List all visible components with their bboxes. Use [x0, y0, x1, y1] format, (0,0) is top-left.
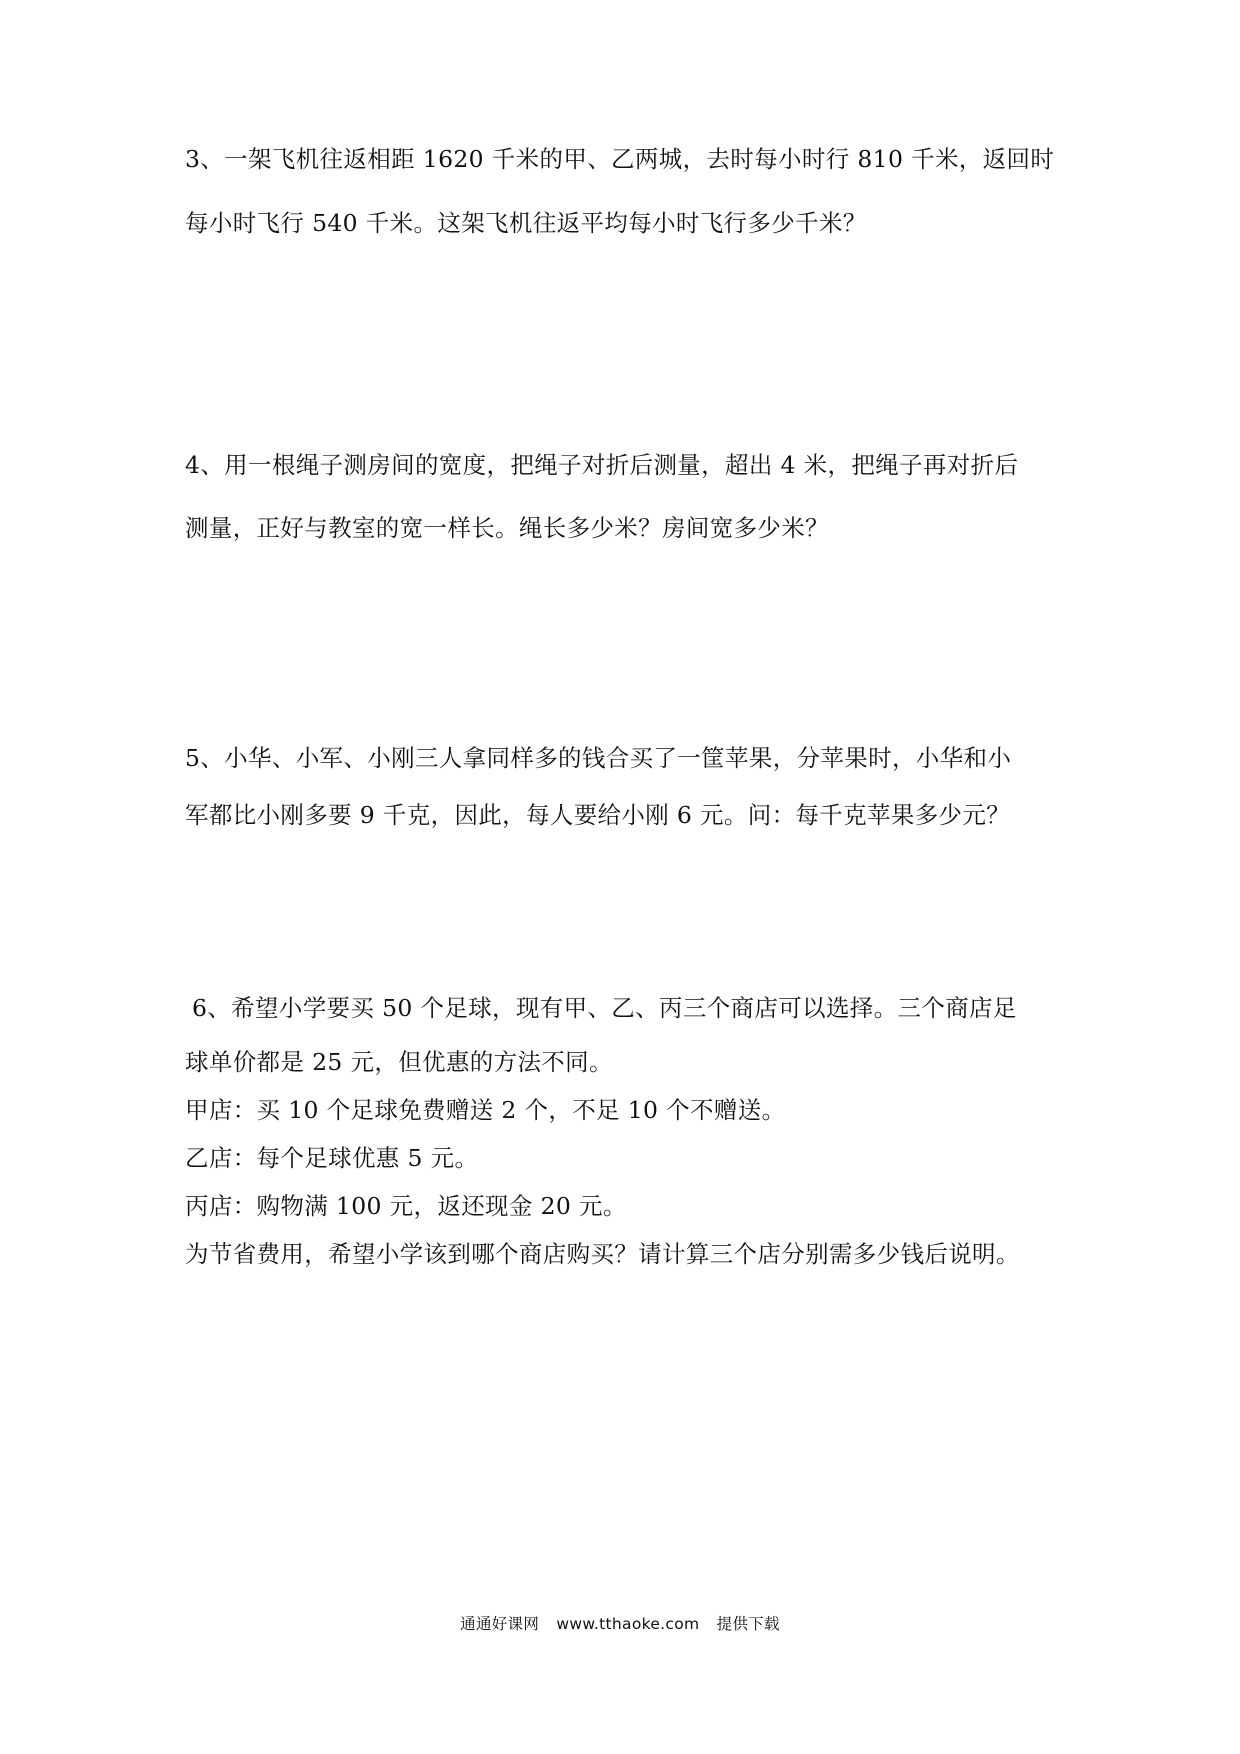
problem-6-line-2: 球单价都是 25 元，但优惠的方法不同。 [185, 1048, 613, 1076]
problem-6-line-1: 6、希望小学要买 50 个足球，现有甲、乙、丙三个商店可以选择。三个商店足 [192, 994, 1017, 1022]
shop-bing-offer: 丙店：购物满 100 元，返还现金 20 元。 [185, 1192, 627, 1220]
page-footer [0, 1612, 1240, 1636]
footer-suffix: 提供下载 [716, 1615, 780, 1633]
problem-5-line-2: 军都比小刚多要 9 千克，因此，每人要给小刚 6 元。问：每千克苹果多少元？ [185, 801, 1011, 829]
problem-3-line-1: 3、一架飞机往返相距 1620 千米的甲、乙两城，去时每小时行 810 千米，返回时 [185, 145, 1055, 173]
problem-4-line-1: 4、用一根绳子测房间的宽度，把绳子对折后测量，超出 4 米，把绳子再对折后 [185, 451, 1019, 479]
problem-6-question: 为节省费用，希望小学该到哪个商店购买？请计算三个店分别需多少钱后说明。 [185, 1240, 1020, 1268]
shop-yi-offer: 乙店：每个足球优惠 5 元。 [185, 1144, 479, 1172]
footer-site-name: 通通好课网 [460, 1615, 540, 1633]
problem-3-line-2: 每小时飞行 540 千米。这架飞机往返平均每小时飞行多少千米？ [185, 209, 867, 237]
problem-4-line-2: 测量，正好与教室的宽一样长。绳长多少米？房间宽多少米？ [185, 514, 829, 542]
footer-url: www.tthaoke.com [556, 1615, 700, 1633]
shop-jia-offer: 甲店：买 10 个足球免费赠送 2 个，不足 10 个不赠送。 [185, 1096, 786, 1124]
problem-5-line-1: 5、小华、小军、小刚三人拿同样多的钱合买了一筐苹果，分苹果时，小华和小 [185, 744, 1012, 772]
